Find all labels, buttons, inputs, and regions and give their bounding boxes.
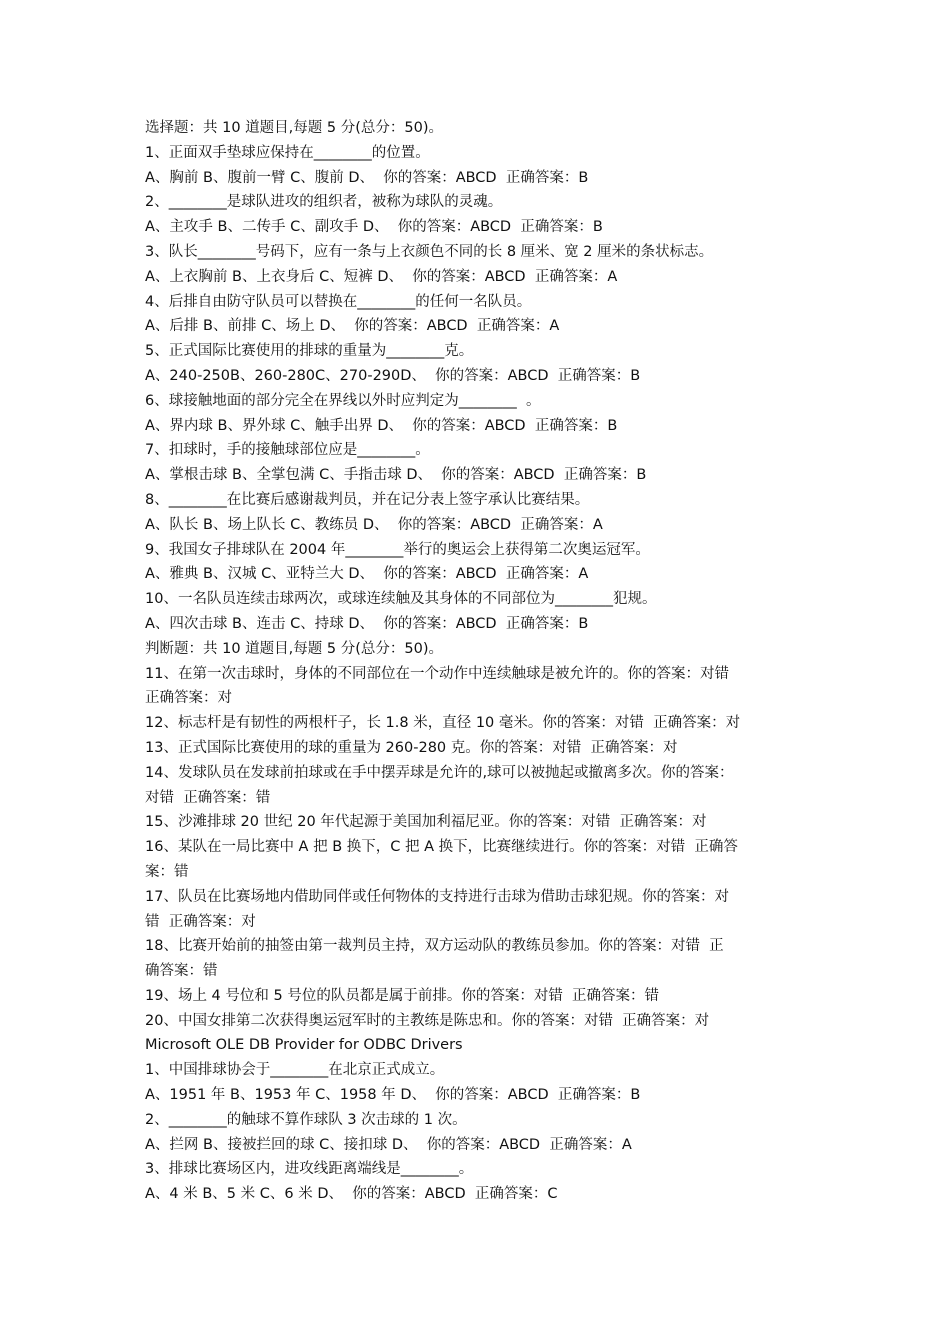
answer-line-4: A、后排 B、前排 C、场上 D、 你的答案：ABCD 正确答案：A	[145, 318, 560, 335]
question-14-answer: 对错 正确答案：错	[145, 789, 271, 806]
question-16: 16、某队在一局比赛中 A 把 B 换下，C 把 A 换下，比赛继续进行。你的答案：对错 正确答	[145, 839, 738, 856]
question-6: 6、球接触地面的部分完全在界线以外时应判定为________ 。	[145, 392, 541, 409]
question-1: 1、正面双手垫球应保持在________的位置。	[145, 144, 430, 161]
answer-line-7: A、掌根击球 B、全掌包满 C、手指击球 D、 你的答案：ABCD 正确答案：B	[145, 467, 647, 484]
question-19: 19、场上 4 号位和 5 号位的队员都是属于前排。你的答案：对错 正确答案：错	[145, 987, 660, 1004]
section-heading-choice: 选择题：共 10 道题目,每题 5 分(总分：50)。	[145, 120, 443, 136]
answer-line-1: A、胸前 B、腹前一臂 C、腹前 D、 你的答案：ABCD 正确答案：B	[145, 169, 589, 186]
section-heading-judgement: 判断题：共 10 道题目,每题 5 分(总分：50)。	[145, 640, 443, 657]
question-17: 17、队员在比赛场地内借助同伴或任何物体的支持进行击球为借助击球犯规。你的答案：对	[145, 888, 729, 905]
question-8: 8、________在比赛后感谢裁判员，并在记分表上签字承认比赛结果。	[145, 491, 590, 508]
question-2: 2、________是球队进攻的组织者，被称为球队的灵魂。	[145, 194, 503, 211]
answer-line-6: A、界内球 B、界外球 C、触手出界 D、 你的答案：ABCD 正确答案：B	[145, 417, 618, 434]
answer-line-5: A、240-250B、260-280C、270-290D、 你的答案：ABCD 正确答案：B	[145, 367, 641, 384]
question-9: 9、我国女子排球队在 2004 年________举行的奥运会上获得第二次奥运冠军。	[145, 541, 650, 558]
question-17-answer: 错 正确答案：对	[145, 913, 256, 930]
question-5: 5、正式国际比赛使用的排球的重量为________克。	[145, 343, 474, 360]
extra-question-1: 1、中国排球协会于________在北京正式成立。	[145, 1062, 445, 1079]
question-13: 13、正式国际比赛使用的球的重量为 260-280 克。你的答案：对错 正确答案：对	[145, 739, 678, 756]
answer-line-3: A、上衣胸前 B、上衣身后 C、短裤 D、 你的答案：ABCD 正确答案：A	[145, 268, 618, 285]
answer-line-9: A、雅典 B、汉城 C、亚特兰大 D、 你的答案：ABCD 正确答案：A	[145, 566, 589, 583]
question-14: 14、发球队员在发球前拍球或在手中摆弄球是允许的,球可以被抛起或撤离多次。你的答案：	[145, 764, 734, 781]
extra-answer-line-2: A、拦网 B、接被拦回的球 C、接扣球 D、 你的答案：ABCD 正确答案：A	[145, 1136, 632, 1153]
question-11: 11、在第一次击球时，身体的不同部位在一个动作中连续触球是被允许的。你的答案：对错	[145, 665, 729, 682]
question-7: 7、扣球时，手的接触球部位应是________。	[145, 442, 430, 459]
question-3: 3、队长________号码下，应有一条与上衣颜色不同的长 8 厘米、宽 2 厘米的条状标志。	[145, 243, 714, 260]
question-12: 12、标志杆是有韧性的两根杆子，长 1.8 米，直径 10 毫米。你的答案：对错 正确答案：对	[145, 715, 741, 732]
question-16-answer: 案：错	[145, 863, 189, 880]
question-18: 18、比赛开始前的抽签由第一裁判员主持，双方运动队的教练员参加。你的答案：对错 正	[145, 938, 724, 955]
answer-line-2: A、主攻手 B、二传手 C、副攻手 D、 你的答案：ABCD 正确答案：B	[145, 219, 603, 236]
extra-question-3: 3、排球比赛场区内，进攻线距离端线是________。	[145, 1161, 474, 1178]
answer-line-10: A、四次击球 B、连击 C、持球 D、 你的答案：ABCD 正确答案：B	[145, 615, 589, 632]
question-10: 10、一名队员连续击球两次，或球连续触及其身体的不同部位为________犯规。	[145, 591, 657, 608]
quiz-text	[145, 116, 813, 1207]
extra-answer-line-3: A、4 米 B、5 米 C、6 米 D、 你的答案：ABCD 正确答案：C	[145, 1186, 558, 1203]
answer-line-8: A、队长 B、场上队长 C、教练员 D、 你的答案：ABCD 正确答案：A	[145, 516, 603, 533]
question-11-answer: 正确答案：对	[145, 690, 232, 707]
question-20: 20、中国女排第二次获得奥运冠军时的主教练是陈忠和。你的答案：对错 正确答案：对	[145, 1012, 710, 1029]
extra-answer-line-1: A、1951 年 B、1953 年 C、1958 年 D、 你的答案：ABCD 正确答案：B	[145, 1087, 641, 1104]
question-15: 15、沙滩排球 20 世纪 20 年代起源于美国加利福尼亚。你的答案：对错 正确答案：对	[145, 814, 707, 831]
question-4: 4、后排自由防守队员可以替换在________的任何一名队员。	[145, 293, 532, 310]
question-18-answer: 确答案：错	[145, 963, 218, 980]
extra-question-2: 2、________的触球不算作球队 3 次击球的 1 次。	[145, 1111, 467, 1128]
provider-heading: Microsoft OLE DB Provider for ODBC Drivers	[145, 1037, 463, 1054]
